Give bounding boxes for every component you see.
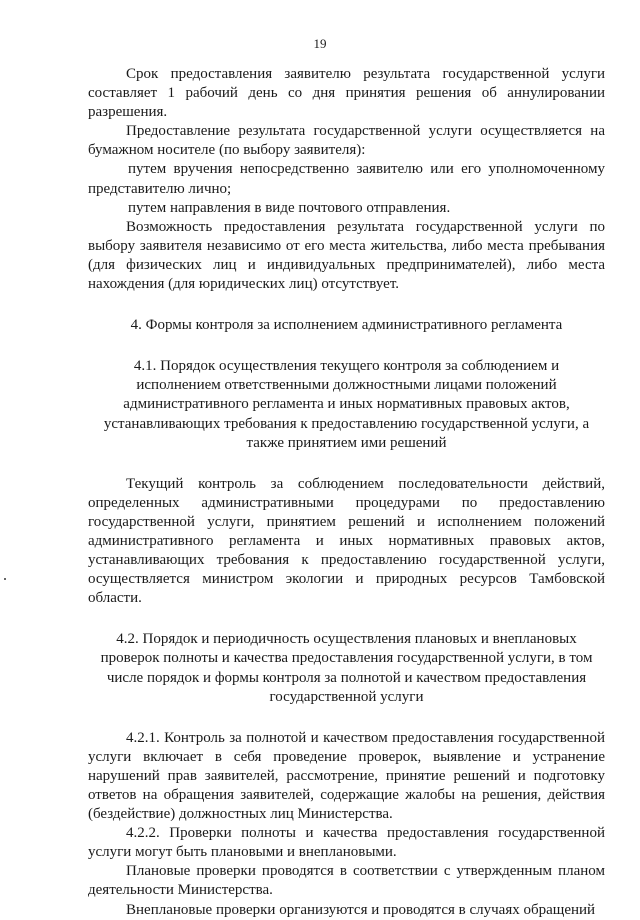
document-body	[88, 65, 605, 920]
scan-mark	[4, 578, 6, 580]
paragraph-current-control: Текущий контроль за соблюдением последовательности действий, определенных административными процедурами по предоставлению государственной услуги, принятием решений и исполнением положений административного регламента и иных нормативных правовых актов, устанавливающих требования к предоставлению государственной услуги, осуществляется министром экологии и природных ресурсов Тамбовской области.	[88, 475, 605, 607]
paragraph-delivery-by-mail: путем направления в виде почтового отправления.	[128, 199, 451, 216]
paragraph-result-term: Срок предоставления заявителю результата государственной услуги составляет 1 рабочий день со дня принятия решения об аннулировании разрешения.	[88, 66, 605, 121]
paragraph-extraterritorial: Возможность предоставления результата государственной услуги по выбору заявителя независимо от его места жительства, либо места пребывания (для физических лиц и индивидуальных предпринимателей), либо места нахождения (для юридических лиц) отсутствует.	[88, 218, 605, 293]
paragraph-unplanned-checks: Внеплановые проверки организуются и проводятся в случаях обращений	[126, 901, 596, 918]
subsection-heading-4-2: 4.2. Порядок и периодичность осуществления плановых и внеплановых проверок полноты и качества предоставления государственной услуги, в том числе порядок и формы контроля за полнотой и качеством предоставления государственной услуги	[100, 631, 593, 705]
paragraph-result-delivery: Предоставление результата государственной услуги осуществляется на бумажном носителе (по выбору заявителя):	[88, 123, 605, 159]
section-heading-4: 4. Формы контроля за исполнением административного регламента	[130, 317, 563, 334]
page-number: 19	[313, 36, 327, 51]
paragraph-4-2-1: 4.2.1. Контроль за полнотой и качеством предоставления государственной услуги включает в себя проведение проверок, выявление и устранение нарушений прав заявителей, рассмотрение, принятие решений и подготовку ответов на обращения заявителей, содержащие жалобы на решения, действия (бездействие) должностных лиц Министерства.	[88, 729, 605, 823]
paragraph-planned-checks: Плановые проверки проводятся в соответствии с утвержденным планом деятельности Министерства.	[88, 863, 605, 899]
subsection-heading-4-1: 4.1. Порядок осуществления текущего контроля за соблюдением и исполнением ответственными должностными лицами положений административного регламента и иных нормативных правовых актов, устанавливающих требования к предоставлению государственной услуги, а также принятием ими решений	[103, 358, 590, 451]
paragraph-4-2-2: 4.2.2. Проверки полноты и качества предоставления государственной услуги могут быть плановыми и внеплановыми.	[88, 825, 605, 861]
paragraph-delivery-in-person: путем вручения непосредственно заявителю или его уполномоченному представителю лично;	[88, 161, 605, 197]
